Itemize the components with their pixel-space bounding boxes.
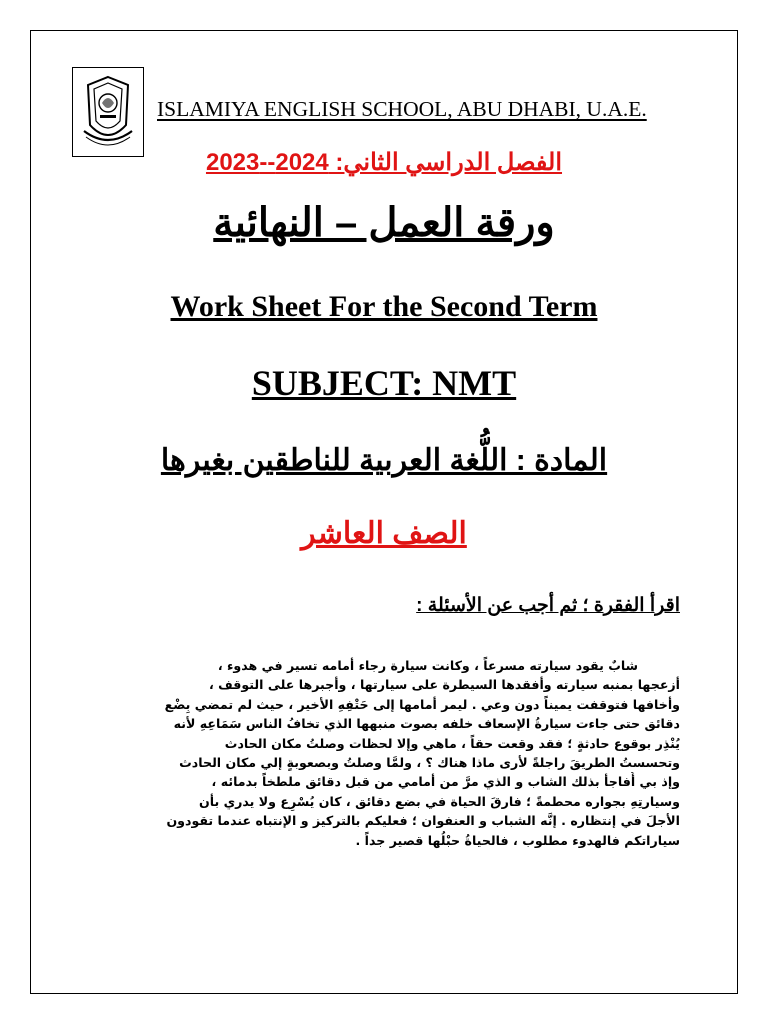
school-name: ISLAMIYA ENGLISH SCHOOL, ABU DHABI, U.A.E. bbox=[157, 97, 647, 121]
passage-line: وأخافها فتوقفت يميناً دون وعي . ليمر أمامها إلى حَتْفِهِ الأخير ، حيث لم تمضي بِضْع bbox=[164, 696, 680, 712]
passage-line: دقائق حتى جاءت سيارةُ الإسعاف خلفه بصوت منبهها الذي تخافُ الناس سَمَاعِهِ لأنه bbox=[173, 716, 680, 732]
passage-line: وسيارتِهِ بجواره محطمةً ؛ فارقَ الحياة في بضع دقائق ، كان يُسْرِع ولا يدري بأن bbox=[199, 793, 680, 809]
worksheet-title-arabic: ورقة العمل – النهائية bbox=[213, 201, 555, 245]
grade-heading-arabic: الصف العاشر bbox=[301, 517, 467, 550]
passage-line: الأجلَ في إنتظاره . إنَّه الشباب و العنفوان ؛ فعليكم بالتركيز و الإنتباه عندما تقودون bbox=[166, 813, 680, 829]
subject-title: SUBJECT: NMT bbox=[251, 363, 517, 403]
passage-line: أزعجها بمنبه سيارته وأفقدها السيطرة على سيارتها ، وأجبرها على التوقف ، bbox=[208, 677, 680, 693]
passage-line: شابٌ يقود سيارته مسرعاً ، وكانت سيارة رجاء أمامه تسير في هدوء ، bbox=[217, 658, 638, 673]
school-crest-icon bbox=[72, 67, 144, 157]
passage-line: يُنْذِر بوقوع حادثةٍ ؛ فقد وقعت حقاً ، ماهي وإلا لحظات وصلتُ مكان الحادث bbox=[224, 735, 680, 751]
subject-title-arabic: المادة : اللُّغة العربية للناطقين بغيرها bbox=[160, 444, 608, 477]
passage-line: وتحسستُ الطريقَ راجلةً لأرى ماذا هناك ؟ ، ولمَّا وصلتُ وبصعوبةٍ إلي مكان الحادث bbox=[179, 754, 680, 770]
reading-passage bbox=[100, 656, 680, 850]
passage-line: سياراتكم فالهدوء مطلوب ، فالحياةُ حبْلُها قصير جداً . bbox=[355, 832, 680, 848]
instruction-heading: اقرأ الفقرة ؛ ثم أجب عن الأسئلة : bbox=[416, 595, 680, 616]
worksheet-title-english: Work Sheet For the Second Term bbox=[170, 290, 598, 323]
passage-line: وإذ بي أُفاجأ بذلك الشاب و الذي مرَّ من أمامي من قبل دقائق ملطخاً بدمائه ، bbox=[211, 774, 680, 790]
term-heading-arabic: الفصل الدراسي الثاني: 2024--2023 bbox=[205, 149, 563, 176]
